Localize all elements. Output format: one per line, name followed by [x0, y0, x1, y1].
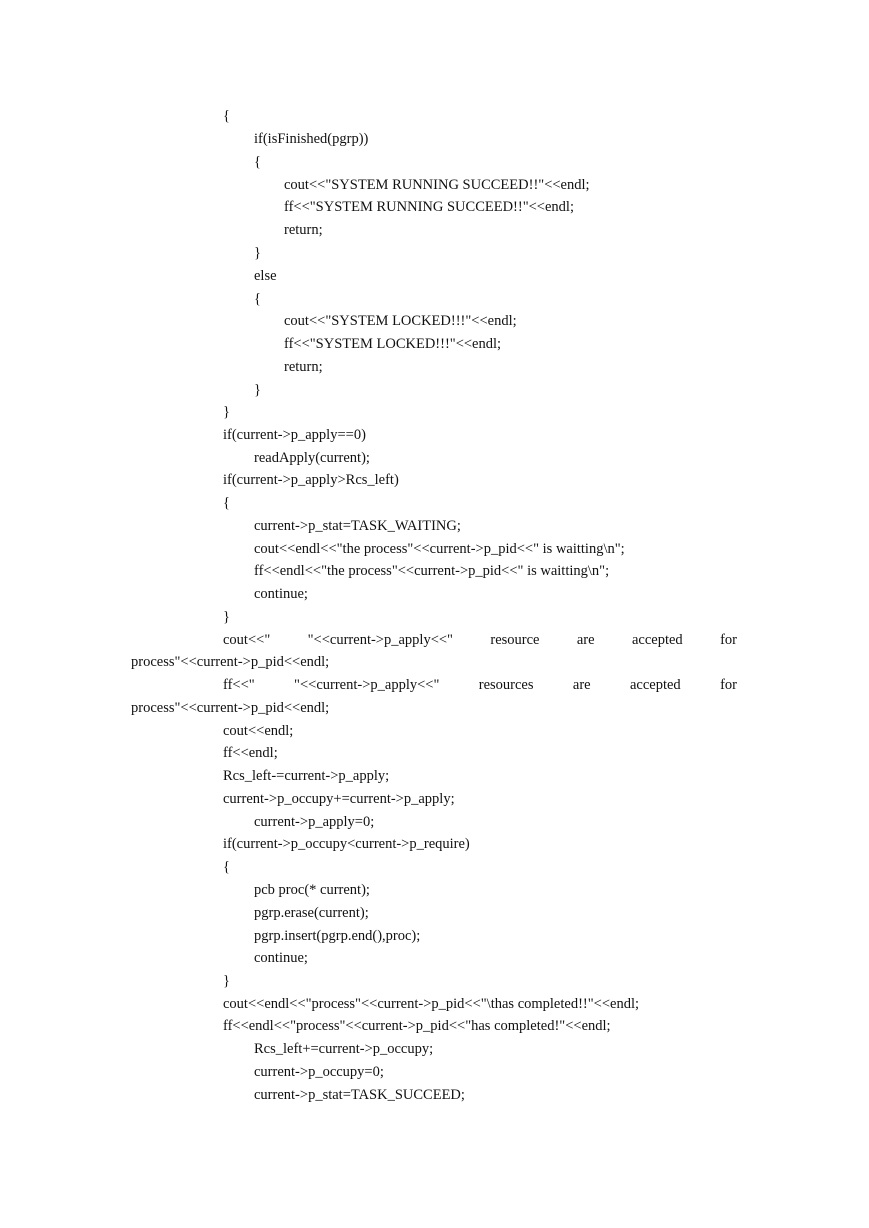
code-line: cout<<endl; [223, 723, 294, 739]
code-line: if(current->p_apply==0) [223, 427, 366, 443]
code-token: accepted [629, 677, 681, 693]
code-token: for [720, 677, 737, 693]
code-line: return; [284, 359, 323, 375]
code-line: if(current->p_occupy<current->p_require) [223, 836, 470, 852]
code-line: current->p_occupy=0; [254, 1064, 384, 1080]
code-line: current->p_stat=TASK_SUCCEED; [254, 1087, 465, 1103]
code-line: } [223, 404, 230, 420]
code-line: cout<<endl<<"process"<<current->p_pid<<"\thas completed!!"<<endl; [223, 996, 640, 1012]
code-line: current->p_apply=0; [254, 814, 375, 830]
code-line: { [254, 154, 261, 170]
code-line: { [223, 859, 230, 875]
code-line: ff<<"SYSTEM LOCKED!!!"<<endl; [284, 336, 502, 352]
code-token: are [572, 677, 591, 693]
code-line: ff<<endl; [223, 745, 278, 761]
code-line: process"<<current->p_pid<<endl; [131, 654, 330, 670]
code-line: { [254, 291, 261, 307]
code-line: { [223, 495, 230, 511]
code-line: current->p_occupy+=current->p_apply; [223, 791, 455, 807]
code-line: } [254, 382, 261, 398]
code-line: continue; [254, 950, 308, 966]
code-line: if(current->p_apply>Rcs_left) [223, 472, 399, 488]
code-token: resource [490, 632, 540, 648]
code-line: } [254, 245, 261, 261]
code-line: cout<<endl<<"the process"<<current->p_pid<<" is waitting\n"; [254, 541, 625, 557]
code-token: accepted [631, 632, 683, 648]
code-line: ff<<"SYSTEM RUNNING SUCCEED!!"<<endl; [284, 199, 574, 215]
code-line: { [223, 108, 230, 124]
code-token: "<<current->p_apply<<" [307, 632, 453, 648]
code-line: cout<<"SYSTEM LOCKED!!!"<<endl; [284, 313, 517, 329]
code-line: Rcs_left+=current->p_occupy; [254, 1041, 434, 1057]
code-token: ff<<" [223, 677, 255, 693]
code-token: for [720, 632, 737, 648]
code-token: resources [478, 677, 534, 693]
code-token: are [576, 632, 595, 648]
code-line: ff<<endl<<"the process"<<current->p_pid<<" is waitting\n"; [254, 563, 610, 579]
code-line: continue; [254, 586, 308, 602]
code-line: } [223, 973, 230, 989]
justified-code-line [223, 630, 737, 650]
code-line: Rcs_left-=current->p_apply; [223, 768, 390, 784]
code-line: return; [284, 222, 323, 238]
code-token: "<<current->p_apply<<" [294, 677, 440, 693]
code-line: readApply(current); [254, 450, 370, 466]
code-line: process"<<current->p_pid<<endl; [131, 700, 330, 716]
code-line: if(isFinished(pgrp)) [254, 131, 369, 147]
code-line: pgrp.erase(current); [254, 905, 369, 921]
code-line: pcb proc(* current); [254, 882, 370, 898]
code-line: ff<<endl<<"process"<<current->p_pid<<"has completed!"<<endl; [223, 1018, 611, 1034]
code-line: current->p_stat=TASK_WAITING; [254, 518, 461, 534]
code-line: } [223, 609, 230, 625]
code-line: else [254, 268, 277, 284]
justified-code-line [223, 675, 737, 695]
code-line: pgrp.insert(pgrp.end(),proc); [254, 928, 421, 944]
code-token: cout<<" [223, 632, 271, 648]
code-line: cout<<"SYSTEM RUNNING SUCCEED!!"<<endl; [284, 177, 590, 193]
